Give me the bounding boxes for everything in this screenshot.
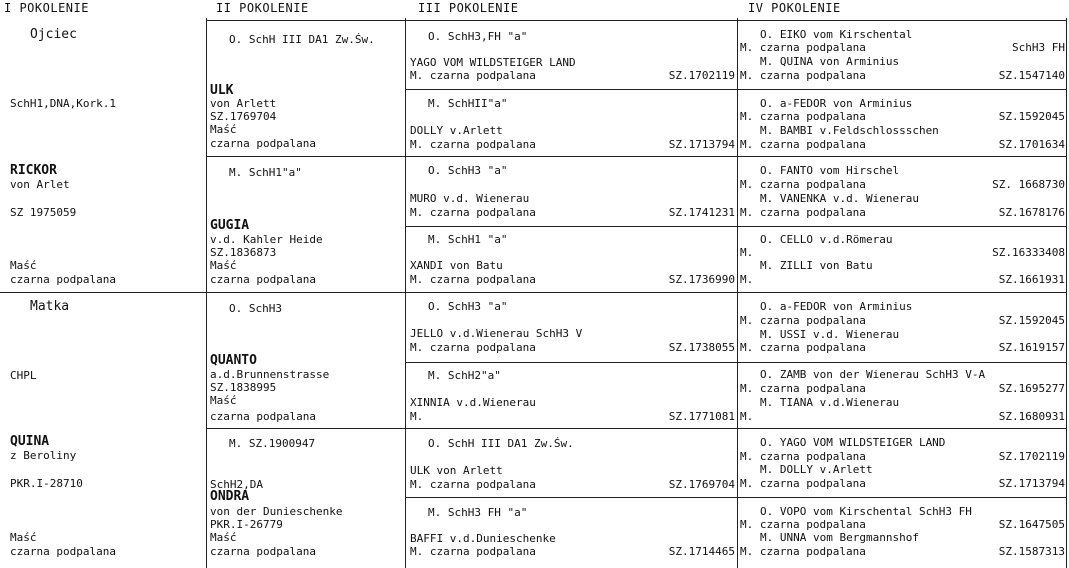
gen4-dam-colour: M. czarna podpalana <box>740 69 866 82</box>
gen3-colour: M. czarna podpalana <box>410 206 536 219</box>
gen3-colour: M. <box>410 410 424 423</box>
row-divider-gen34-1 <box>405 89 1067 90</box>
gen4-sire-reg: SZ.1592045 <box>998 110 1065 123</box>
gen2-titles: M. SchH1"a" <box>229 166 302 179</box>
gen3-titles: M. SchH3 FH "a" <box>428 506 528 519</box>
father-colour: czarna podpalana <box>10 273 116 286</box>
gen4-dam: M. TIANA v.d.Wienerau <box>760 396 900 409</box>
gen4-sire: O. CELLO v.d.Römerau <box>760 233 893 246</box>
gen4-sire-reg: SZ.1647505 <box>998 518 1065 531</box>
gen4-dam-reg: SZ.1619157 <box>998 341 1065 354</box>
row-divider-gen34-2 <box>405 156 1067 157</box>
gen2-titles: O. SchH III DA1 Zw.Św. <box>229 33 375 46</box>
gen4-dam-colour: M. <box>740 410 754 423</box>
gen2-kennel: von der Dunieschenke <box>210 505 343 518</box>
gen4-sire-colour: M. czarna podpalana <box>740 178 866 191</box>
row-divider-gen34-6 <box>405 428 1067 429</box>
gen4-sire: O. YAGO VOM WILDSTEIGER LAND <box>760 436 946 449</box>
gen4-sire: O. VOPO vom Kirschental SchH3 FH <box>760 505 972 518</box>
gen3-reg: SZ.1738055 <box>668 341 735 354</box>
gen4-sire: O. a-FEDOR von Arminius <box>760 97 913 110</box>
gen3-titles: O. SchH3 "a" <box>428 164 508 177</box>
gen2-colour: czarna podpalana <box>210 410 316 423</box>
mother-titles: CHPL <box>10 369 37 382</box>
header-gen1: I POKOLENIE <box>4 1 89 15</box>
gen4-dam-reg: SZ.1661931 <box>998 273 1065 286</box>
gen3-name: YAGO VOM WILDSTEIGER LAND <box>410 56 576 69</box>
col-divider-2 <box>405 18 406 568</box>
gen2-kennel: v.d. Kahler Heide <box>210 233 323 246</box>
gen3-name: XINNIA v.d.Wienerau <box>410 396 536 409</box>
gen4-sire-reg: SchH3 FH <box>1012 41 1065 54</box>
gen4-dam-colour: M. czarna podpalana <box>740 545 866 558</box>
gen4-sire-colour: M. czarna podpalana <box>740 314 866 327</box>
gen3-name: MURO v.d. Wienerau <box>410 192 530 205</box>
gen4-dam-colour: M. czarna podpalana <box>740 477 866 490</box>
father-name: RICKOR <box>10 163 57 178</box>
gen2-extra-titles: SchH2,DA <box>210 478 263 491</box>
header-gen3: III POKOLENIE <box>418 1 519 15</box>
gen2-colour-label: Maść <box>210 531 237 544</box>
gen4-dam: M. USSI v.d. Wienerau <box>760 328 900 341</box>
col-divider-1 <box>206 18 207 568</box>
gen3-titles: M. SchHII"a" <box>428 97 508 110</box>
gen4-sire-colour: M. czarna podpalana <box>740 41 866 54</box>
mother-reg: PKR.I-28710 <box>10 477 83 490</box>
gen4-sire: O. ZAMB von der Wienerau SchH3 V-A <box>760 368 986 381</box>
gen4-dam-colour: M. czarna podpalana <box>740 206 866 219</box>
gen4-sire-colour: M. czarna podpalana <box>740 518 866 531</box>
father-role: Ojciec <box>30 27 77 42</box>
gen2-titles: M. SZ.1900947 <box>229 437 316 450</box>
gen3-name: ULK von Arlett <box>410 464 503 477</box>
gen3-colour: M. czarna podpalana <box>410 478 536 491</box>
row-divider-gen2-2 <box>206 292 406 293</box>
gen4-sire-reg: SZ.16333408 <box>992 246 1065 259</box>
gen3-reg: SZ.1736990 <box>668 273 735 286</box>
gen2-name: ULK <box>210 83 234 98</box>
gen3-reg: SZ.1741231 <box>668 206 735 219</box>
mother-colour: czarna podpalana <box>10 545 116 558</box>
mother-colour-label: Maść <box>10 531 37 544</box>
row-divider-gen2-1 <box>206 156 406 157</box>
gen3-colour: M. czarna podpalana <box>410 69 536 82</box>
gen2-reg: SZ.1838995 <box>210 381 277 394</box>
gen2-reg: SZ.1769704 <box>210 110 277 123</box>
father-colour-label: Maść <box>10 259 37 272</box>
gen2-name: GUGIA <box>210 218 250 233</box>
gen4-dam-reg: SZ.1680931 <box>998 410 1065 423</box>
father-titles: SchH1,DNA,Kork.1 <box>10 97 116 110</box>
gen2-colour-label: Maść <box>210 123 237 136</box>
row-divider-gen34-3 <box>405 226 1067 227</box>
gen3-titles: O. SchH3 "a" <box>428 300 508 313</box>
gen4-sire-colour: M. czarna podpalana <box>740 450 866 463</box>
gen4-dam: M. BAMBI v.Feldschlossschen <box>760 124 939 137</box>
gen3-name: XANDI von Batu <box>410 259 503 272</box>
gen4-sire: O. FANTO vom Hirschel <box>760 164 900 177</box>
gen4-dam: M. UNNA vom Bergmannshof <box>760 531 919 544</box>
gen3-colour: M. czarna podpalana <box>410 545 536 558</box>
gen4-sire-colour: M. czarna podpalana <box>740 110 866 123</box>
gen4-dam-reg: SZ.1587313 <box>998 545 1065 558</box>
gen4-dam-reg: SZ.1713794 <box>998 477 1065 490</box>
gen2-name: ONDRA <box>210 489 250 504</box>
row-divider-gen1 <box>0 292 206 293</box>
gen4-dam-colour: M. <box>740 273 754 286</box>
gen4-sire-colour: M. czarna podpalana <box>740 382 866 395</box>
mother-kennel: z Beroliny <box>10 449 77 462</box>
gen2-colour: czarna podpalana <box>210 545 316 558</box>
gen2-colour-label: Maść <box>210 259 237 272</box>
header-gen4: IV POKOLENIE <box>748 1 841 15</box>
gen4-dam: M. DOLLY v.Arlett <box>760 463 873 476</box>
gen4-dam-colour: M. czarna podpalana <box>740 341 866 354</box>
gen3-colour: M. czarna podpalana <box>410 138 536 151</box>
col-divider-3 <box>737 18 738 568</box>
gen4-sire-reg: SZ.1592045 <box>998 314 1065 327</box>
gen4-sire: O. EIKO vom Kirschental <box>760 28 913 41</box>
gen3-reg: SZ.1713794 <box>668 138 735 151</box>
gen4-sire-reg: SZ.1695277 <box>998 382 1065 395</box>
gen2-colour-label: Maść <box>210 394 237 407</box>
gen3-reg: SZ.1769704 <box>668 478 735 491</box>
gen3-name: BAFFI v.d.Dunieschenke <box>410 532 556 545</box>
gen3-reg: SZ.1702119 <box>668 69 735 82</box>
gen4-dam-reg: SZ.1678176 <box>998 206 1065 219</box>
row-divider-gen34-7 <box>405 497 1067 498</box>
gen3-titles: M. SchH2"a" <box>428 369 501 382</box>
gen4-dam: M. QUINA von Arminius <box>760 55 900 68</box>
gen3-titles: M. SchH1 "a" <box>428 233 508 246</box>
gen3-reg: SZ.1771081 <box>668 410 735 423</box>
gen3-colour: M. czarna podpalana <box>410 273 536 286</box>
gen2-titles: O. SchH3 <box>229 302 282 315</box>
gen2-reg: PKR.I-26779 <box>210 518 283 531</box>
row-divider-gen34-4 <box>405 292 1067 293</box>
header-gen2: II POKOLENIE <box>216 1 309 15</box>
gen3-reg: SZ.1714465 <box>668 545 735 558</box>
gen3-titles: O. SchH3,FH "a" <box>428 30 528 43</box>
gen4-dam-colour: M. czarna podpalana <box>740 138 866 151</box>
row-divider-gen2-3 <box>206 428 406 429</box>
gen2-name: QUANTO <box>210 353 257 368</box>
gen2-reg: SZ.1836873 <box>210 246 277 259</box>
gen2-kennel: a.d.Brunnenstrasse <box>210 368 330 381</box>
gen2-colour: czarna podpalana <box>210 137 316 150</box>
top-border <box>206 20 1067 21</box>
gen4-sire-reg: SZ. 1668730 <box>992 178 1065 191</box>
gen4-sire: O. a-FEDOR von Arminius <box>760 300 913 313</box>
father-kennel: von Arlet <box>10 178 70 191</box>
gen3-name: DOLLY v.Arlett <box>410 124 503 137</box>
mother-name: QUINA <box>10 434 50 449</box>
gen4-dam: M. ZILLI von Batu <box>760 259 873 272</box>
gen4-dam: M. VANENKA v.d. Wienerau <box>760 192 919 205</box>
gen4-sire-colour: M. <box>740 246 754 259</box>
gen2-kennel: von Arlett <box>210 97 277 110</box>
row-divider-gen34-5 <box>405 362 1067 363</box>
gen4-dam-reg: SZ.1701634 <box>998 138 1065 151</box>
gen3-name: JELLO v.d.Wienerau SchH3 V <box>410 327 583 340</box>
gen3-titles: O. SchH III DA1 Zw.Św. <box>428 437 574 450</box>
gen4-sire-reg: SZ.1702119 <box>998 450 1065 463</box>
gen3-colour: M. czarna podpalana <box>410 341 536 354</box>
mother-role: Matka <box>30 299 70 314</box>
col-divider-4 <box>1066 18 1067 568</box>
gen2-colour: czarna podpalana <box>210 273 316 286</box>
gen4-dam-reg: SZ.1547140 <box>998 69 1065 82</box>
father-reg: SZ 1975059 <box>10 206 77 219</box>
